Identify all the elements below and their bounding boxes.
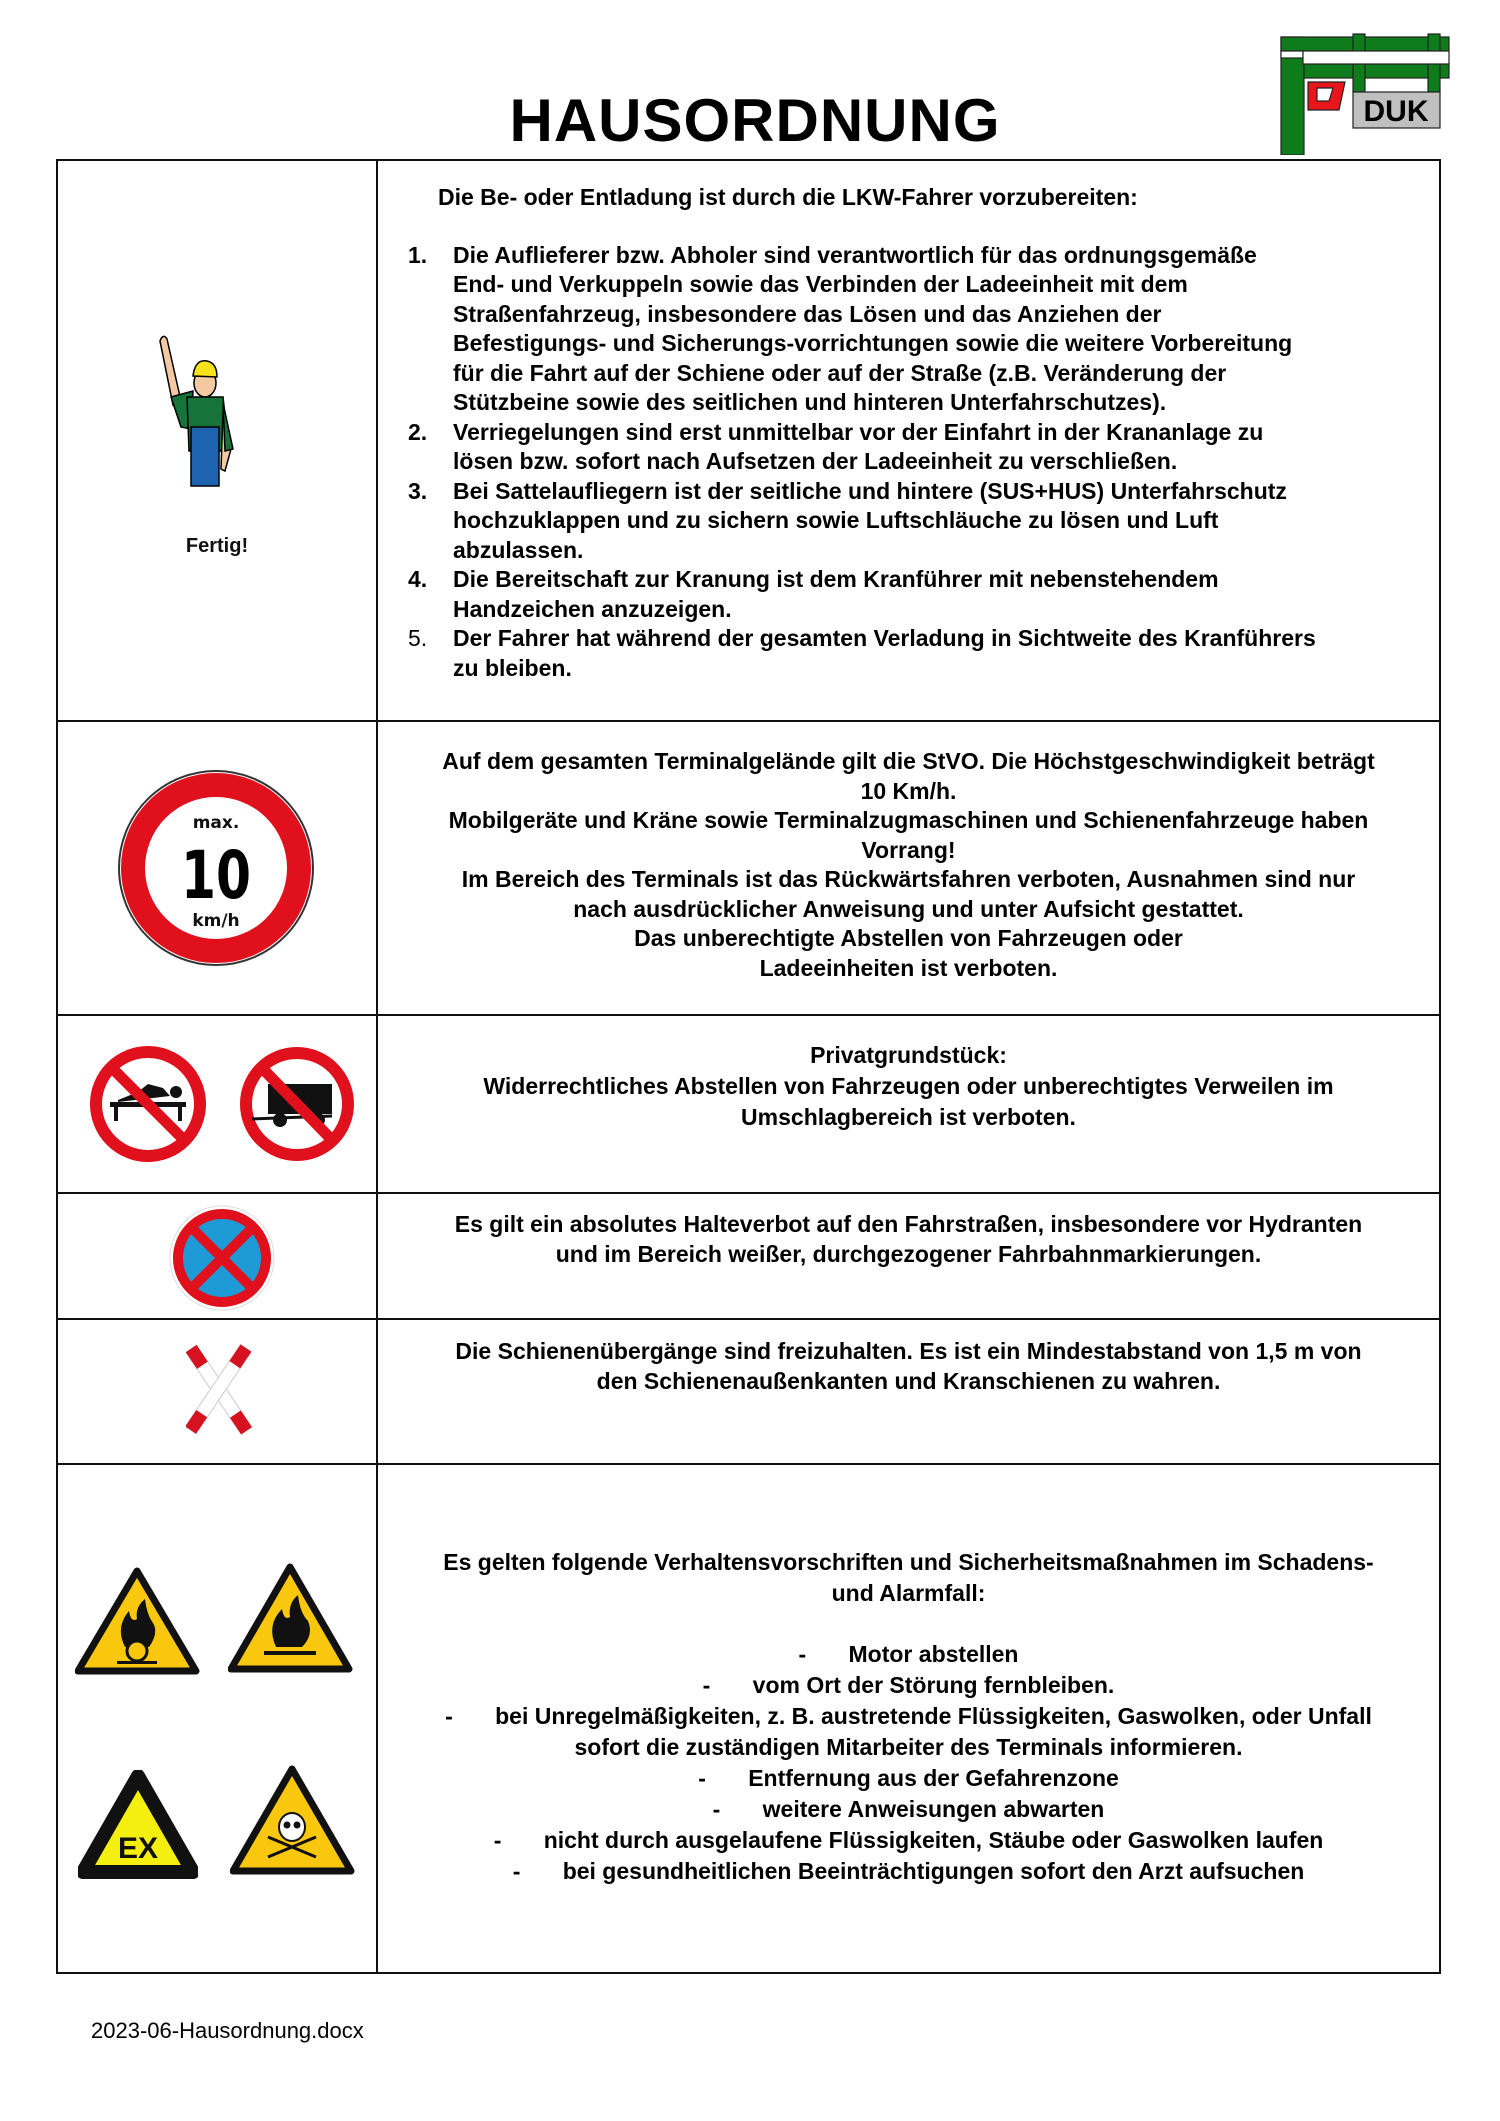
step-line: Die Auflieferer bzw. Abholer sind verantwortlich für das ordnungsgemäße (453, 241, 1257, 268)
bullet-dash: - (698, 1765, 706, 1791)
emergency-bullet (378, 1856, 1439, 1887)
emergency-bullet (378, 1670, 1439, 1701)
step-text (453, 477, 1287, 566)
text-line: Auf dem gesamten Terminalgelände gilt die StVO. Die Höchstgeschwindigkeit beträgt (442, 748, 1375, 774)
text-line: den Schienenaußenkanten und Kranschienen zu wahren. (596, 1367, 1221, 1394)
bullet-text: bei Unregelmäßigkeiten, z. B. austretende Flüssigkeiten, Gaswolken, oder Unfall (495, 1703, 1372, 1729)
speed-limit-sign-icon (116, 768, 316, 968)
text-line: Es gelten folgende Verhaltensvorschriften und Sicherheitsmaßnahmen im Schadens- (443, 1549, 1374, 1575)
bullet-dash: - (445, 1703, 453, 1729)
emergency-bullet (378, 1701, 1439, 1732)
bullet-text: weitere Anweisungen abwarten (762, 1796, 1105, 1822)
text-line: Ladeeinheiten ist verboten. (759, 954, 1058, 981)
text-line: Privatgrundstück: (810, 1042, 1007, 1068)
step-line: abzulassen. (453, 536, 584, 563)
speed-sign-top: max. (192, 813, 240, 833)
step-number: 1. (408, 241, 428, 268)
step-line: hochzuklappen und zu sichern sowie Luftschläuche zu lösen und Luft (453, 507, 1219, 533)
bullet-text: bei gesundheitlichen Beeinträchtigungen sofort den Arzt aufsuchen (562, 1858, 1305, 1884)
rule-row-no-stopping (58, 1192, 1439, 1318)
icon-cell (58, 1016, 378, 1192)
step-text (453, 624, 1316, 683)
rule-row-loading (58, 161, 1439, 720)
rules-table (56, 159, 1441, 1974)
text-line: und im Bereich weißer, durchgezogener Fahrbahnmarkierungen. (555, 1240, 1262, 1267)
rule-text-speed (378, 722, 1439, 1014)
rule-row-emergency (58, 1463, 1439, 1972)
step-text (453, 418, 1263, 477)
step-text (453, 241, 1292, 418)
step-line: Handzeichen anzuzeigen. (453, 595, 732, 622)
step-line: Bei Sattelaufliegern ist der seitliche und hintere (SUS+HUS) Unterfahrschutz (453, 477, 1287, 504)
emergency-bullet (378, 1825, 1439, 1856)
step-number: 5. (408, 625, 428, 651)
text-line: Das unberechtigte Abstellen von Fahrzeugen oder (634, 925, 1183, 951)
step-line: Straßenfahrzeug, insbesondere das Lösen und das Anziehen der (453, 300, 1162, 327)
step-item (408, 241, 1419, 418)
step-line: End- und Verkuppeln sowie das Verbinden der Ladeeinheit mit dem (453, 271, 1188, 297)
icon-cell (58, 161, 378, 720)
emergency-bullet (378, 1763, 1439, 1794)
bullet-text-continued: sofort die zuständigen Mitarbeiter des Terminals informieren. (574, 1734, 1243, 1760)
bullet-text: Entfernung aus der Gefahrenzone (748, 1765, 1119, 1791)
step-text (453, 565, 1219, 624)
step-item (408, 565, 1419, 624)
step-line: lösen bzw. sofort nach Aufsetzen der Ladeeinheit zu verschließen. (453, 448, 1178, 474)
bullet-text: Motor abstellen (848, 1641, 1019, 1667)
icon-cell (58, 722, 378, 1014)
icon-cell (58, 1320, 378, 1463)
toxic-warning-icon (230, 1765, 355, 1877)
step-number: 4. (408, 566, 428, 592)
icon-cell (58, 1194, 378, 1318)
text-line: nach ausdrücklicher Anweisung und unter Aufsicht gestattet. (573, 895, 1244, 922)
emergency-bullet (378, 1639, 1439, 1670)
bullet-dash: - (702, 1672, 711, 1698)
loading-intro: Die Be- oder Entladung ist durch die LKW-Fahrer vorzubereiten: (438, 184, 1138, 210)
rule-text-emergency (378, 1465, 1439, 1972)
step-line: Verriegelungen sind erst unmittelbar vor der Einfahrt in der Krananlage zu (453, 418, 1264, 445)
rule-text-no-stopping (378, 1194, 1439, 1318)
hand-signal-caption: Fertig! (185, 535, 249, 557)
icon-cell (58, 1465, 378, 1972)
page-title-text: HAUSORDNUNG (509, 87, 1001, 154)
ex-label: EX (117, 1832, 159, 1865)
worker-hand-signal-icon (153, 331, 243, 491)
step-item (408, 477, 1419, 566)
step-number: 2. (408, 418, 428, 445)
step-line: Stützbeine sowie des seitlichen und hinteren Unterfahrschutzes). (453, 389, 1167, 415)
railway-crossing-cross-icon (186, 1342, 252, 1437)
rule-row-speed (58, 720, 1439, 1014)
logo-text: DUK (1363, 95, 1429, 128)
bullet-dash: - (493, 1827, 502, 1853)
explosive-atmosphere-warning-icon (78, 1770, 198, 1880)
text-line: Widerrechtliches Abstellen von Fahrzeugen oder unberechtigtes Verweilen im (483, 1073, 1334, 1099)
bullet-dash: - (512, 1858, 521, 1884)
bullet-text: nicht durch ausgelaufene Flüssigkeiten, Stäube oder Gaswolken laufen (543, 1827, 1324, 1853)
step-line: Der Fahrer hat während der gesamten Verladung in Sichtweite des Kranführers (453, 625, 1316, 651)
bullet-dash: - (798, 1641, 807, 1667)
text-line: 10 Km/h. (860, 777, 957, 804)
text-line: Es gilt ein absolutes Halteverbot auf den Fahrstraßen, insbesondere vor Hydranten (454, 1211, 1363, 1237)
step-line: für die Fahrt auf der Schiene oder auf der Straße (z.B. Veränderung der (453, 359, 1227, 386)
emergency-bullet (378, 1794, 1439, 1825)
text-line: Die Schienenübergänge sind freizuhalten. Es ist ein Mindestabstand von 1,5 m von (455, 1338, 1362, 1364)
speed-sign-unit: km/h (192, 911, 240, 931)
bullet-dash: - (712, 1796, 721, 1822)
rule-text-private (378, 1016, 1439, 1192)
step-line: zu bleiben. (453, 654, 572, 681)
step-item (408, 418, 1419, 477)
text-line: Umschlagbereich ist verboten. (741, 1104, 1076, 1130)
duk-logo (1265, 30, 1455, 155)
no-stopping-sign-icon (168, 1204, 276, 1312)
step-item (408, 624, 1419, 683)
step-number: 3. (408, 477, 428, 504)
text-line: Im Bereich des Terminals ist das Rückwärtsfahren verboten, Ausnahmen sind nur (461, 866, 1356, 892)
no-loitering-sign-icon (88, 1044, 208, 1164)
step-line: Befestigungs- und Sicherungs-vorrichtungen sowie die weitere Vorbereitung (453, 330, 1293, 356)
text-line: und Alarmfall: (831, 1580, 986, 1606)
bullet-text: vom Ort der Störung fernbleiben. (752, 1672, 1115, 1698)
rule-row-rail-crossing (58, 1318, 1439, 1463)
no-trailer-parking-sign-icon (240, 1044, 355, 1164)
rule-text-rail-crossing (378, 1320, 1439, 1463)
footer-filename: 2023-06-Hausordnung.docx (91, 2018, 364, 2043)
flammable-warning-icon (228, 1563, 353, 1675)
text-line: Mobilgeräte und Kräne sowie Terminalzugmaschinen und Schienenfahrzeuge haben (448, 807, 1369, 833)
speed-sign-value: 10 (181, 837, 251, 914)
text-line: Vorrang! (861, 836, 956, 863)
rule-row-private (58, 1014, 1439, 1192)
rule-text-loading (378, 161, 1439, 720)
step-line: Die Bereitschaft zur Kranung ist dem Kranführer mit nebenstehendem (453, 566, 1219, 592)
oxidizing-warning-icon (75, 1567, 200, 1677)
loading-steps (378, 241, 1439, 684)
